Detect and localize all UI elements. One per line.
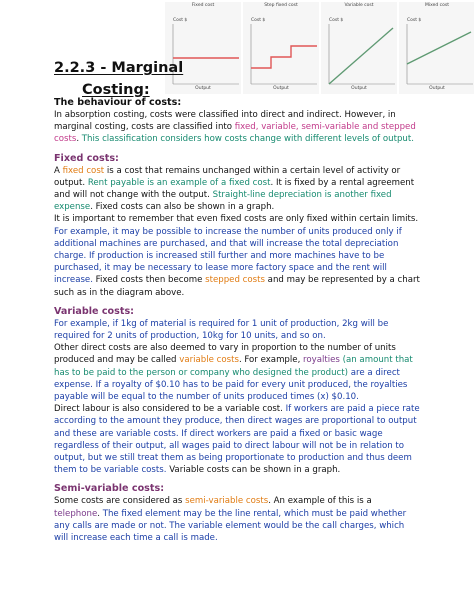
- semi-variable-costs-heading: Semi-variable costs:: [54, 483, 165, 495]
- text: . For example,: [238, 355, 304, 366]
- text: .: [76, 134, 82, 145]
- title-line-1: 2.2.3 - Marginal: [54, 60, 184, 76]
- text: is a cost that remains unchanged within a certain level of activity or output.: [54, 165, 401, 188]
- fixed-costs-paragraph-2: [54, 213, 420, 298]
- mixed-cost-line: [407, 32, 471, 64]
- variable-costs-paragraph-3: [54, 403, 420, 476]
- example-text: are a direct expense. If a royalty of $0.10 has to be paid for every unit produced, the royalties payable will be equal to the number of units produced times (x) $0.10.: [54, 367, 408, 403]
- text: and may be represented by a chart such as in the diagram above.: [54, 275, 420, 298]
- step-fixed-cost-graph: [243, 2, 319, 94]
- text: . An example of this is a: [268, 496, 372, 507]
- text: A: [54, 165, 63, 176]
- variable-cost-plot: [321, 2, 397, 94]
- text: Some costs are considered as: [54, 496, 186, 507]
- document-body: [54, 96, 420, 544]
- graph-ylabel: Cost $: [251, 18, 266, 23]
- graph-xlabel: Output: [195, 86, 211, 91]
- page-title: [54, 57, 183, 101]
- text: .: [97, 508, 103, 519]
- example-text: If workers are paid a piece rate according to the amount they produce, then direct wages are proportional to output and these are variable costs. If direct workers are paid a fixed or basic wage regardless of their output, all wages paid to direct labour will not be in relation to output, but we still treat them as being proportionate to production and thus deem them to be variable costs.: [54, 404, 420, 476]
- text: In absorption costing, costs were classified into direct and indirect. However, in marginal costing, costs are classified into: [54, 110, 396, 133]
- step-cost-plot: [243, 2, 319, 94]
- variable-costs-paragraph-2: [54, 342, 420, 403]
- highlight-text: telephone: [54, 508, 98, 519]
- text: Other direct costs are also deemed to vary in proportion to the number of units produced and may be called: [54, 343, 396, 366]
- cost-graphs: [165, 2, 474, 94]
- graph-title: Mixed cost: [424, 3, 450, 8]
- highlight-text: semi-variable costs: [185, 496, 269, 507]
- graph-title: Variable cost: [344, 3, 374, 8]
- highlight-text: fixed, variable, semi-variable and stepped costs: [54, 122, 416, 145]
- highlight-text: Straight-line depreciation is another fixed expense: [54, 190, 392, 213]
- fixed-costs-heading: Fixed costs:: [54, 152, 119, 164]
- graph-xlabel: Output: [429, 86, 445, 91]
- semi-variable-paragraph: [54, 495, 420, 544]
- graph-ylabel: Cost $: [173, 18, 188, 23]
- behaviour-heading: The behaviour of costs:: [54, 97, 182, 108]
- graph-title: Step fixed cost: [264, 3, 298, 8]
- highlight-text: royalties: [303, 355, 340, 366]
- text: Variable costs can be shown in a graph.: [166, 465, 341, 476]
- example-text: The fixed element may be the line rental, which must be paid whether any calls are made or not. The variable element would be the call charges, which will increase each time a call is made.: [54, 508, 407, 544]
- behaviour-paragraph: [54, 109, 420, 146]
- highlight-text: Rent payable is an example of a fixed cost: [87, 177, 271, 188]
- mixed-cost-graph: [399, 2, 474, 94]
- title-line-2: Costing:: [82, 82, 150, 98]
- highlight-text: fixed cost: [62, 165, 105, 176]
- variable-cost-graph: [321, 2, 397, 94]
- example-text: For example, it may be possible to increase the number of units produced only if additional machines are purchased, and that will increase the total depreciation charge. If production is increased still further and more machines have to be purchased, it may be necessary to lease more factory space and the rent will increase.: [54, 226, 402, 286]
- variable-costs-heading: Variable costs:: [54, 305, 134, 317]
- graph-ylabel: Cost $: [407, 18, 422, 23]
- step-cost-line: [251, 46, 317, 68]
- text: . It is fixed by a rental agreement and will not change with the output.: [54, 177, 415, 201]
- text: It is important to remember that even fixed costs are only fixed within certain limits.: [54, 214, 419, 225]
- highlight-text: This classification considers how costs change with different levels of output.: [81, 134, 414, 145]
- highlight-text: variable costs: [179, 355, 239, 366]
- text: . Fixed costs can also be shown in a graph.: [90, 202, 275, 213]
- graph-title: Fixed cost: [191, 3, 215, 8]
- graph-xlabel: Output: [351, 86, 367, 91]
- fixed-costs-paragraph-1: [54, 165, 420, 214]
- graph-xlabel: Output: [273, 86, 289, 91]
- variable-costs-paragraph-1: For example, if 1kg of material is required for 1 unit of production, 2kg will be required for 2 units of production, 10kg for 10 units, and so on.: [54, 318, 389, 342]
- note-text: (an amount that has to be paid to the person or company who designed the product): [54, 355, 413, 378]
- graph-ylabel: Cost $: [329, 18, 344, 23]
- highlight-text: stepped costs: [205, 275, 265, 286]
- mixed-cost-plot: [399, 2, 474, 94]
- variable-cost-line: [329, 28, 393, 84]
- text: Direct labour is also considered to be a variable cost.: [54, 404, 286, 415]
- text: Fixed costs then become: [92, 275, 206, 286]
